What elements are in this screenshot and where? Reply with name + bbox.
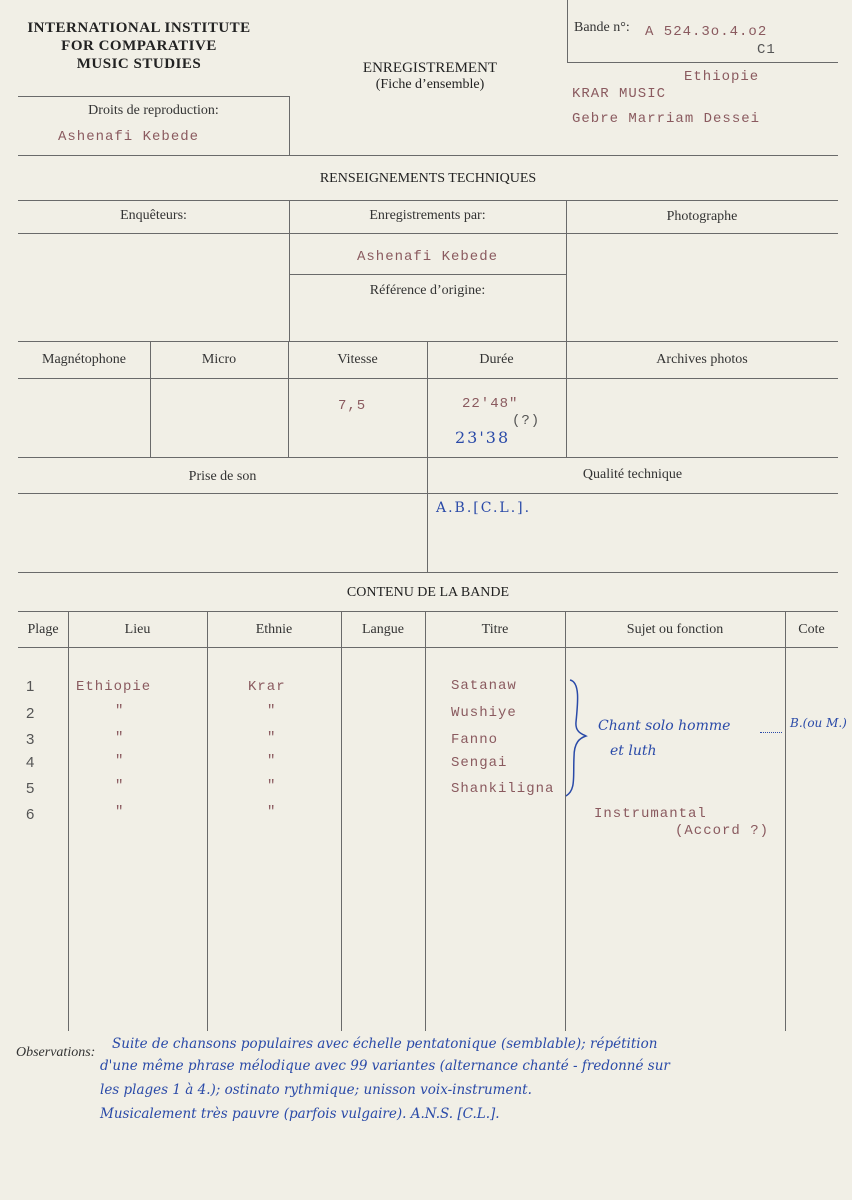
institute-line-3: MUSIC STUDIES bbox=[76, 56, 202, 72]
row-5-ethnie: " bbox=[267, 778, 277, 794]
sujet-hand-2: et luth bbox=[610, 743, 657, 759]
row-3-lieu: " bbox=[115, 730, 125, 746]
tech-section-title: RENSEIGNEMENTS TECHNIQUES bbox=[319, 171, 537, 186]
row-4-plage: 4 bbox=[26, 754, 35, 771]
header-title: KRAR MUSIC bbox=[572, 86, 667, 102]
row-2-titre: Wushiye bbox=[451, 705, 517, 721]
row-6-lieu: " bbox=[115, 804, 125, 820]
header-performer: Gebre Marriam Dessei bbox=[572, 111, 761, 127]
header-country: Ethiopie bbox=[684, 69, 760, 85]
form-title-text: ENREGISTREMENT bbox=[362, 60, 498, 76]
observations-line-3: les plages 1 à 4.); ostinato rythmique; unisson voix-instrument. bbox=[100, 1082, 532, 1098]
col-cote: Cote bbox=[798, 622, 825, 637]
photographe-label: Photographe bbox=[666, 209, 738, 224]
col-lieu: Lieu bbox=[124, 622, 151, 637]
form-title bbox=[330, 60, 530, 93]
vitesse-value: 7,5 bbox=[338, 398, 367, 414]
duree-value: 22'48" bbox=[462, 396, 519, 412]
duree-label: Durée bbox=[479, 352, 514, 367]
enqueteurs-label: Enquêteurs: bbox=[120, 208, 187, 223]
row-2-plage: 2 bbox=[26, 705, 35, 722]
micro-label: Micro bbox=[201, 352, 237, 367]
row-3-plage: 3 bbox=[26, 731, 35, 748]
contenu-section-title: CONTENU DE LA BANDE bbox=[346, 585, 510, 600]
accord-text: (Accord ?) bbox=[675, 823, 770, 839]
institute-line-1: INTERNATIONAL INSTITUTE bbox=[27, 20, 251, 36]
col-titre: Titre bbox=[481, 622, 509, 637]
row-2-ethnie: " bbox=[267, 703, 277, 719]
bande-sub: C1 bbox=[757, 42, 776, 58]
row-5-plage: 5 bbox=[26, 780, 35, 797]
institute-name bbox=[14, 19, 264, 73]
bande-number: A 524.3o.4.o2 bbox=[645, 24, 768, 40]
row-3-ethnie: " bbox=[267, 730, 277, 746]
row-4-ethnie: " bbox=[267, 753, 277, 769]
qualite-value: A.B.[C.L.]. bbox=[436, 500, 532, 516]
row-5-titre: Shankiligna bbox=[451, 781, 555, 797]
rights-label: Droits de reproduction: bbox=[88, 103, 219, 118]
row-1-lieu: Ethiopie bbox=[76, 679, 152, 695]
duree-query: (?) bbox=[512, 413, 541, 429]
vitesse-label: Vitesse bbox=[337, 352, 378, 367]
row-2-lieu: " bbox=[115, 703, 125, 719]
col-plage: Plage bbox=[27, 622, 59, 637]
cote-hand: B.(ou M.) bbox=[790, 716, 847, 730]
bracket-mark bbox=[560, 672, 590, 802]
col-sujet: Sujet ou fonction bbox=[626, 622, 724, 637]
bande-label: Bande n°: bbox=[574, 20, 630, 35]
reference-label: Référence d’origine: bbox=[369, 283, 486, 298]
qualite-label: Qualité technique bbox=[582, 467, 683, 482]
col-langue: Langue bbox=[362, 622, 404, 637]
magnetophone-label: Magnétophone bbox=[42, 352, 126, 367]
sujet-hand-1: Chant solo homme bbox=[598, 718, 731, 734]
enregistrements-label: Enregistrements par: bbox=[369, 208, 486, 223]
institute-line-2: FOR COMPARATIVE bbox=[61, 38, 217, 54]
row-5-lieu: " bbox=[115, 778, 125, 794]
observations-line-2: d'une même phrase mélodique avec 99 variantes (alternance chanté - fredonné sur bbox=[100, 1058, 670, 1074]
row-6-plage: 6 bbox=[26, 806, 35, 823]
row-4-lieu: " bbox=[115, 753, 125, 769]
row-1-titre: Satanaw bbox=[451, 678, 517, 694]
instrumental-text: Instrumantal bbox=[594, 806, 707, 822]
row-3-titre: Fanno bbox=[451, 732, 499, 748]
enregistrements-value: Ashenafi Kebede bbox=[356, 249, 499, 265]
col-ethnie: Ethnie bbox=[255, 622, 293, 637]
row-6-ethnie: " bbox=[267, 804, 277, 820]
observations-label: Observations: bbox=[16, 1045, 96, 1060]
row-4-titre: Sengai bbox=[451, 755, 508, 771]
observations-line-1: Suite de chansons populaires avec échelle pentatonique (semblable); répétition bbox=[112, 1036, 658, 1052]
row-1-plage: 1 bbox=[26, 678, 35, 695]
archives-label: Archives photos bbox=[656, 352, 748, 367]
row-1-ethnie: Krar bbox=[248, 679, 286, 695]
form-subtitle: (Fiche d’ensemble) bbox=[375, 77, 485, 92]
prise-de-son-label: Prise de son bbox=[188, 469, 257, 484]
duree-hand: 23'38 bbox=[455, 428, 511, 447]
rights-value: Ashenafi Kebede bbox=[58, 129, 200, 145]
observations-line-4: Musicalement très pauvre (parfois vulgaire). A.N.S. [C.L.]. bbox=[100, 1106, 500, 1122]
